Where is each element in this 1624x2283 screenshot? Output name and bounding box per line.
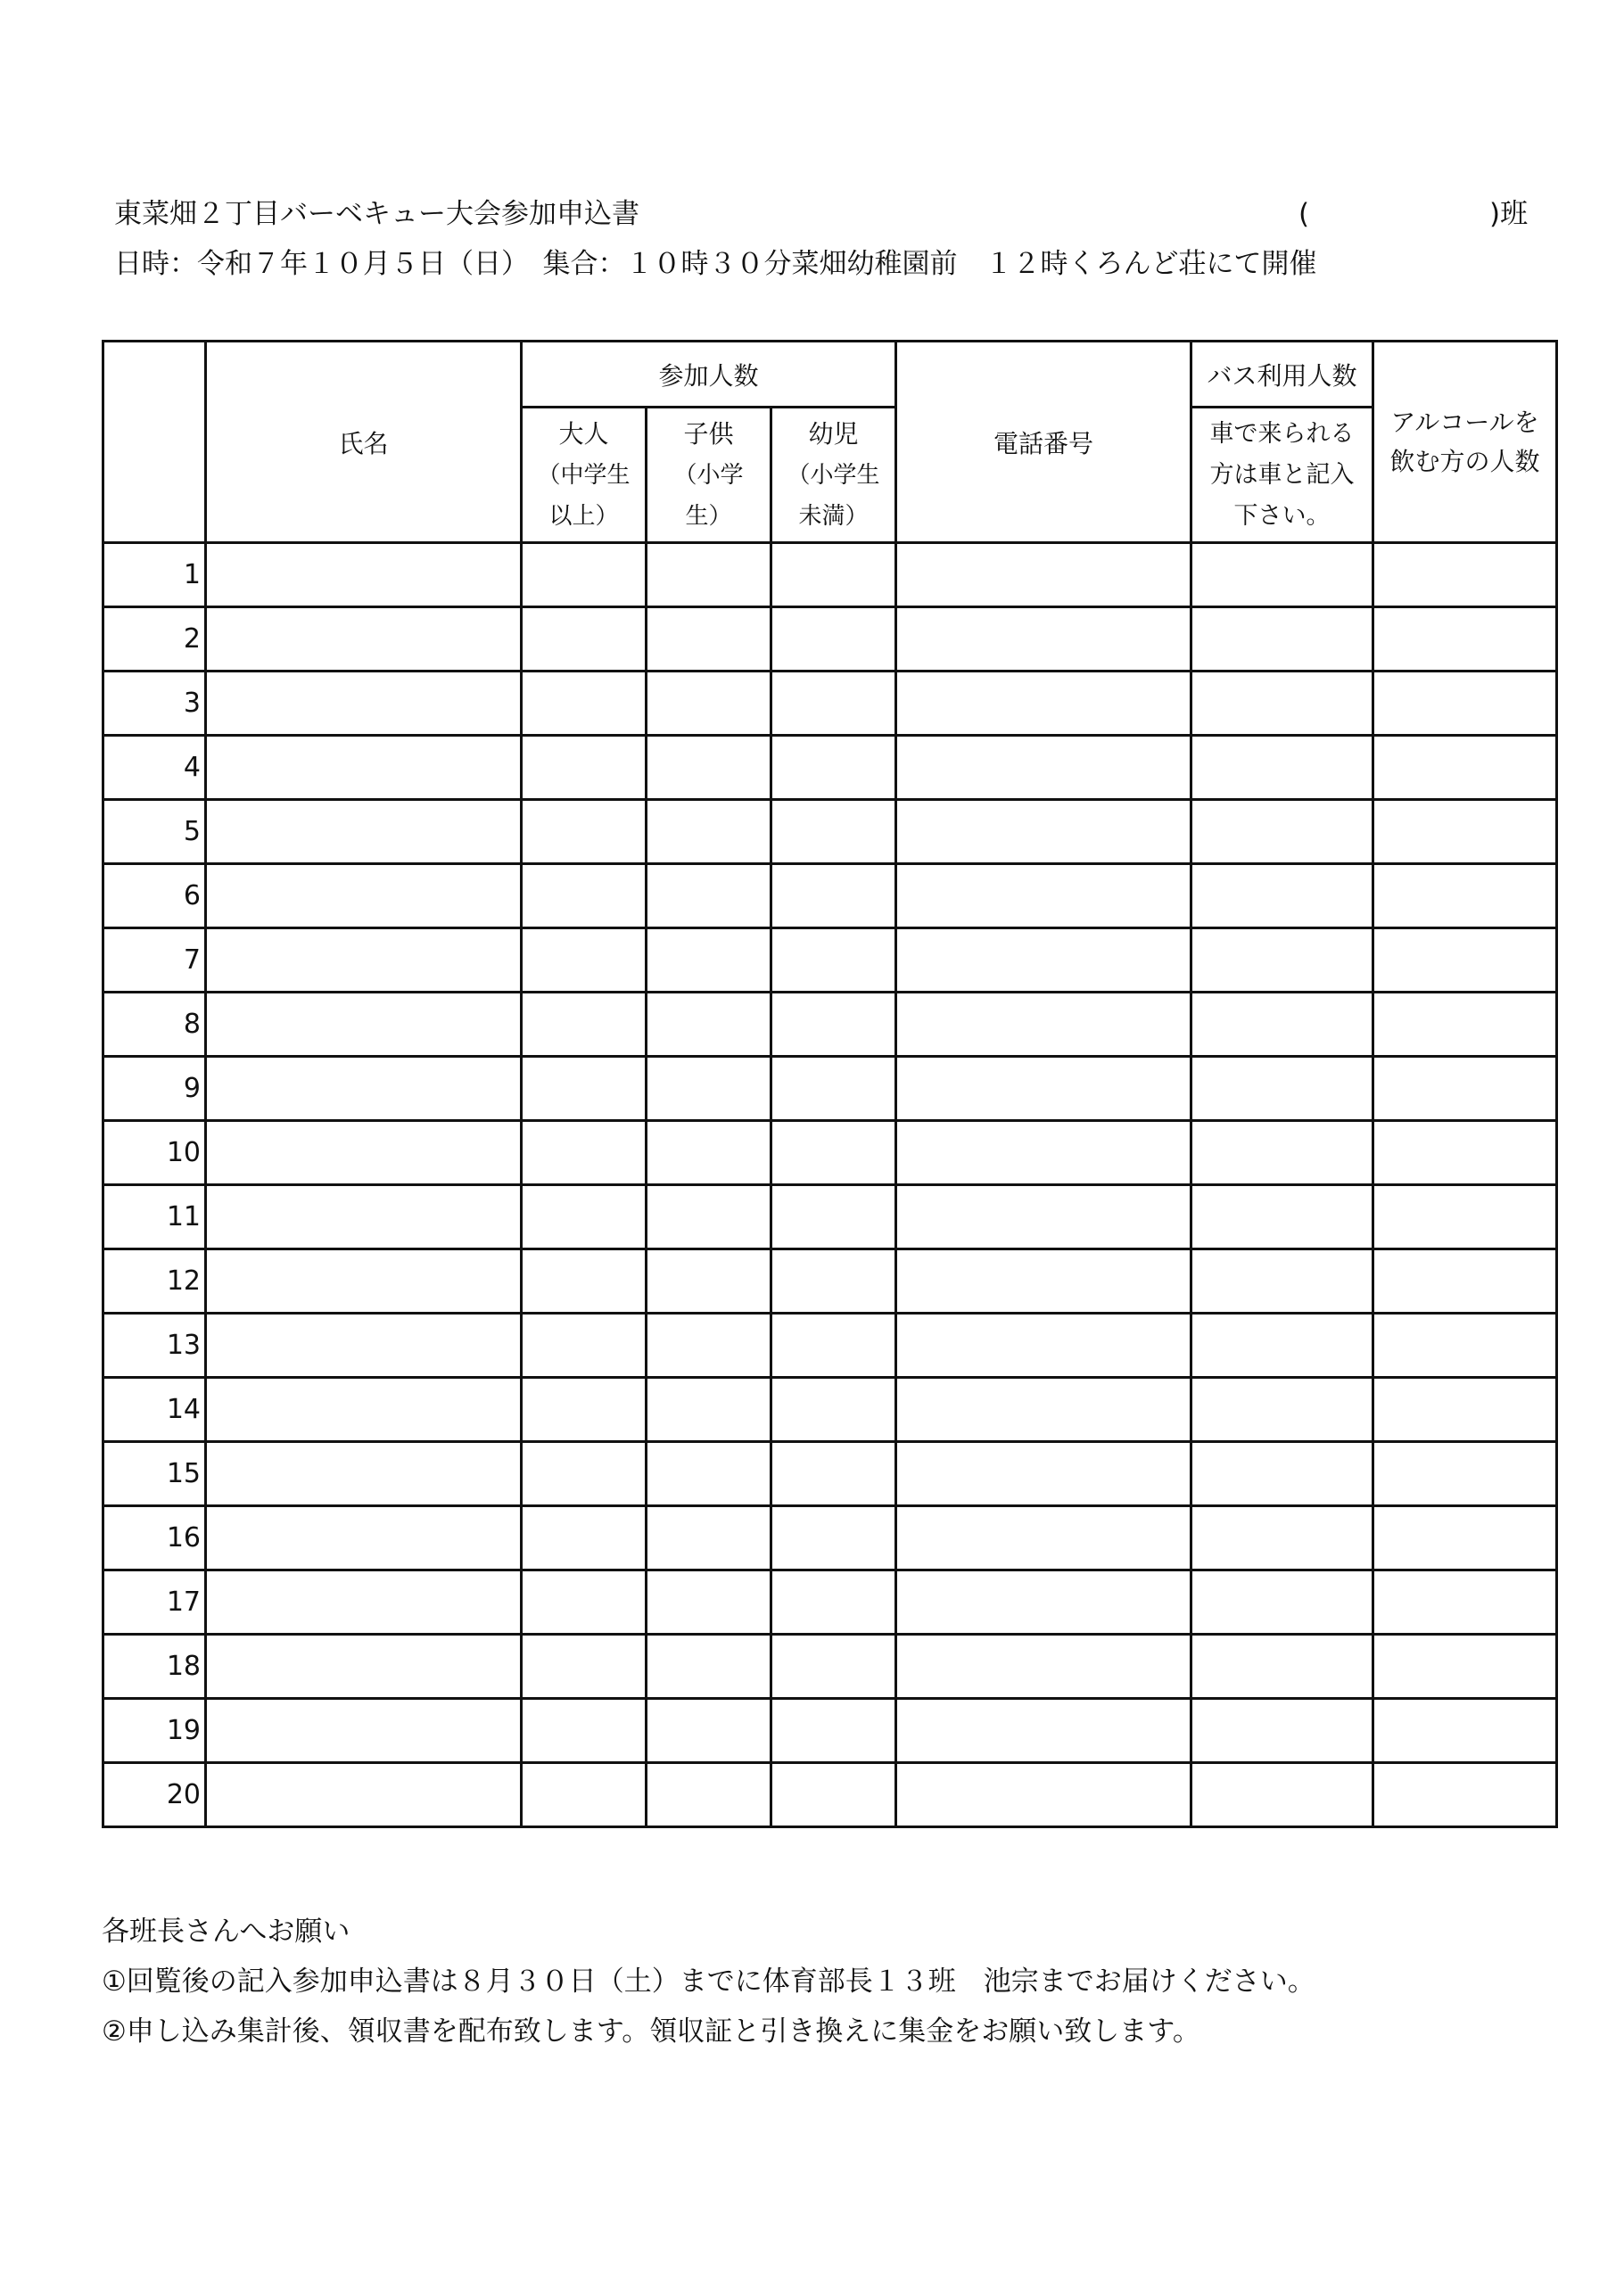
- alcohol-cell[interactable]: [1373, 1057, 1557, 1121]
- table-row: [103, 1121, 1557, 1185]
- row-number: 8: [103, 993, 206, 1057]
- phone-cell[interactable]: [896, 1249, 1191, 1314]
- child-cell[interactable]: [647, 1699, 771, 1763]
- row-number: 9: [103, 1057, 206, 1121]
- bus-header-note-text: 車で来られる方は車と記入下さい。: [1209, 419, 1355, 530]
- child-cell[interactable]: [647, 672, 771, 736]
- infant-cell[interactable]: [771, 607, 896, 672]
- phone-cell[interactable]: [896, 864, 1191, 928]
- alcohol-cell[interactable]: [1373, 1249, 1557, 1314]
- participants-header: 参加人数: [522, 342, 896, 408]
- bus-cell[interactable]: [1191, 1635, 1373, 1699]
- row-number: 5: [103, 800, 206, 864]
- infant-cell[interactable]: [771, 1763, 896, 1827]
- table-row: [103, 1635, 1557, 1699]
- phone-cell[interactable]: [896, 1314, 1191, 1378]
- adult-cell[interactable]: [522, 1635, 647, 1699]
- child-cell[interactable]: [647, 607, 771, 672]
- bus-cell[interactable]: [1191, 1185, 1373, 1249]
- name-cell[interactable]: [206, 1378, 522, 1442]
- phone-cell[interactable]: [896, 607, 1191, 672]
- adult-header-note: （中学生以上）: [537, 461, 631, 530]
- footer-heading: 各班長さんへお願い: [102, 1916, 350, 1948]
- child-cell[interactable]: [647, 1249, 771, 1314]
- phone-cell[interactable]: [896, 928, 1191, 993]
- bus-cell[interactable]: [1191, 1763, 1373, 1827]
- child-cell[interactable]: [647, 1378, 771, 1442]
- name-cell[interactable]: [206, 1699, 522, 1763]
- phone-cell[interactable]: [896, 1185, 1191, 1249]
- infant-cell[interactable]: [771, 993, 896, 1057]
- name-cell[interactable]: [206, 1314, 522, 1378]
- adult-cell[interactable]: [522, 736, 647, 800]
- phone-cell[interactable]: [896, 1057, 1191, 1121]
- phone-cell[interactable]: [896, 1506, 1191, 1570]
- footer-note-receipt: ②申し込み集計後、領収書を配布致します。領収証と引き換えに集金をお願い致します。: [102, 2015, 1200, 2048]
- adult-cell[interactable]: [522, 993, 647, 1057]
- phone-cell[interactable]: [896, 672, 1191, 736]
- adult-cell[interactable]: [522, 607, 647, 672]
- name-header: 氏名: [206, 342, 522, 543]
- bus-cell[interactable]: [1191, 672, 1373, 736]
- alcohol-cell[interactable]: [1373, 1506, 1557, 1570]
- row-number: 11: [103, 1185, 206, 1249]
- child-cell[interactable]: [647, 1442, 771, 1506]
- row-number: 15: [103, 1442, 206, 1506]
- phone-cell[interactable]: [896, 800, 1191, 864]
- bus-cell[interactable]: [1191, 607, 1373, 672]
- name-cell[interactable]: [206, 1185, 522, 1249]
- name-cell[interactable]: [206, 928, 522, 993]
- infant-cell[interactable]: [771, 1442, 896, 1506]
- name-cell[interactable]: [206, 736, 522, 800]
- table-row: [103, 1378, 1557, 1442]
- name-cell[interactable]: [206, 1057, 522, 1121]
- infant-cell[interactable]: [771, 864, 896, 928]
- table-body: [103, 543, 1557, 1827]
- table-row: [103, 1249, 1557, 1314]
- infant-cell[interactable]: [771, 1249, 896, 1314]
- phone-cell[interactable]: [896, 1378, 1191, 1442]
- table-row: [103, 993, 1557, 1057]
- name-cell[interactable]: [206, 1570, 522, 1635]
- row-number: 12: [103, 1249, 206, 1314]
- child-header-label: 子供: [683, 418, 734, 449]
- alcohol-cell[interactable]: [1373, 1185, 1557, 1249]
- table-row: [103, 864, 1557, 928]
- child-cell[interactable]: [647, 1057, 771, 1121]
- table-row: [103, 1057, 1557, 1121]
- table-row: [103, 1442, 1557, 1506]
- adult-header-label: 大人: [558, 418, 609, 449]
- row-number: 16: [103, 1506, 206, 1570]
- table-row: [103, 607, 1557, 672]
- row-number: 13: [103, 1314, 206, 1378]
- name-cell[interactable]: [206, 1249, 522, 1314]
- infant-cell[interactable]: [771, 1699, 896, 1763]
- phone-cell[interactable]: [896, 993, 1191, 1057]
- table-row: [103, 672, 1557, 736]
- bus-cell[interactable]: [1191, 736, 1373, 800]
- name-cell[interactable]: [206, 543, 522, 607]
- row-number: 3: [103, 672, 206, 736]
- infant-header-label: 幼児: [808, 418, 859, 449]
- phone-cell[interactable]: [896, 543, 1191, 607]
- table-row: [103, 1570, 1557, 1635]
- child-cell[interactable]: [647, 736, 771, 800]
- infant-cell[interactable]: [771, 543, 896, 607]
- alcohol-cell[interactable]: [1373, 1570, 1557, 1635]
- child-cell[interactable]: [647, 1506, 771, 1570]
- alcohol-cell[interactable]: [1373, 543, 1557, 607]
- name-cell[interactable]: [206, 672, 522, 736]
- row-number: 2: [103, 607, 206, 672]
- row-number: 10: [103, 1121, 206, 1185]
- row-number: 14: [103, 1378, 206, 1442]
- phone-cell[interactable]: [896, 1570, 1191, 1635]
- row-number: 20: [103, 1763, 206, 1827]
- adult-cell[interactable]: [522, 1699, 647, 1763]
- alcohol-cell[interactable]: [1373, 1763, 1557, 1827]
- child-cell[interactable]: [647, 800, 771, 864]
- bus-cell[interactable]: [1191, 928, 1373, 993]
- child-cell[interactable]: [647, 1570, 771, 1635]
- alcohol-cell[interactable]: [1373, 1442, 1557, 1506]
- child-cell[interactable]: [647, 543, 771, 607]
- event-schedule: 日時：令和７年１０月５日（日） 集合：１０時３０分菜畑幼稚園前 １２時くろんど荘にて開催: [114, 248, 1317, 280]
- bus-cell[interactable]: [1191, 1378, 1373, 1442]
- child-header: [647, 408, 771, 543]
- child-header-note: （小学生）: [673, 461, 744, 530]
- name-cell[interactable]: [206, 1763, 522, 1827]
- table-row: [103, 928, 1557, 993]
- name-cell[interactable]: [206, 1442, 522, 1506]
- child-cell[interactable]: [647, 1121, 771, 1185]
- table-row: [103, 543, 1557, 607]
- infant-cell[interactable]: [771, 1378, 896, 1442]
- row-number: 17: [103, 1570, 206, 1635]
- row-number: 4: [103, 736, 206, 800]
- adult-cell[interactable]: [522, 1570, 647, 1635]
- infant-cell[interactable]: [771, 800, 896, 864]
- adult-cell[interactable]: [522, 1763, 647, 1827]
- adult-cell[interactable]: [522, 928, 647, 993]
- footer-note-deadline: ①回覧後の記入参加申込書は８月３０日（土）までに体育部長１３班 池宗までお届けください。: [102, 1966, 1315, 1998]
- adult-header: [522, 408, 647, 543]
- row-number: 19: [103, 1699, 206, 1763]
- bus-cell[interactable]: [1191, 543, 1373, 607]
- adult-cell[interactable]: [522, 1185, 647, 1249]
- adult-cell[interactable]: [522, 672, 647, 736]
- bus-cell[interactable]: [1191, 1442, 1373, 1506]
- infant-cell[interactable]: [771, 928, 896, 993]
- bus-cell[interactable]: [1191, 993, 1373, 1057]
- alcohol-cell[interactable]: [1373, 1635, 1557, 1699]
- phone-cell[interactable]: [896, 1635, 1191, 1699]
- adult-cell[interactable]: [522, 1506, 647, 1570]
- bus-cell[interactable]: [1191, 864, 1373, 928]
- infant-cell[interactable]: [771, 1570, 896, 1635]
- bus-cell[interactable]: [1191, 1570, 1373, 1635]
- table-row: [103, 1314, 1557, 1378]
- child-cell[interactable]: [647, 1314, 771, 1378]
- alcohol-header-label: アルコールを飲む方の人数: [1389, 407, 1540, 476]
- alcohol-cell[interactable]: [1373, 864, 1557, 928]
- adult-cell[interactable]: [522, 1378, 647, 1442]
- infant-cell[interactable]: [771, 672, 896, 736]
- row-number: 1: [103, 543, 206, 607]
- adult-cell[interactable]: [522, 1442, 647, 1506]
- table-row: [103, 800, 1557, 864]
- bus-cell[interactable]: [1191, 1057, 1373, 1121]
- alcohol-cell[interactable]: [1373, 736, 1557, 800]
- bus-header: バス利用人数: [1191, 342, 1373, 408]
- adult-cell[interactable]: [522, 543, 647, 607]
- infant-cell[interactable]: [771, 1057, 896, 1121]
- name-cell[interactable]: [206, 1506, 522, 1570]
- phone-cell[interactable]: [896, 1763, 1191, 1827]
- row-number: 18: [103, 1635, 206, 1699]
- infant-header-note: （小学生未満）: [787, 461, 880, 530]
- group-field-label: )班: [1489, 198, 1529, 230]
- row-number: 6: [103, 864, 206, 928]
- child-cell[interactable]: [647, 864, 771, 928]
- adult-cell[interactable]: [522, 1121, 647, 1185]
- alcohol-cell[interactable]: [1373, 928, 1557, 993]
- name-cell[interactable]: [206, 864, 522, 928]
- adult-cell[interactable]: [522, 1314, 647, 1378]
- alcohol-cell[interactable]: [1373, 1378, 1557, 1442]
- table-row: [103, 1506, 1557, 1570]
- adult-cell[interactable]: [522, 1057, 647, 1121]
- bus-cell[interactable]: [1191, 800, 1373, 864]
- phone-cell[interactable]: [896, 1442, 1191, 1506]
- adult-cell[interactable]: [522, 1249, 647, 1314]
- alcohol-cell[interactable]: [1373, 1121, 1557, 1185]
- row-number: 7: [103, 928, 206, 993]
- table-row: [103, 1699, 1557, 1763]
- bus-header-note: [1191, 408, 1373, 543]
- alcohol-cell[interactable]: [1373, 1699, 1557, 1763]
- adult-cell[interactable]: [522, 864, 647, 928]
- alcohol-cell[interactable]: [1373, 607, 1557, 672]
- alcohol-cell[interactable]: [1373, 1314, 1557, 1378]
- infant-cell[interactable]: [771, 1121, 896, 1185]
- bus-cell[interactable]: [1191, 1699, 1373, 1763]
- row-number-header: [103, 342, 206, 543]
- infant-cell[interactable]: [771, 1506, 896, 1570]
- table-row: [103, 1763, 1557, 1827]
- name-cell[interactable]: [206, 800, 522, 864]
- name-cell[interactable]: [206, 1121, 522, 1185]
- phone-header: 電話番号: [896, 342, 1191, 543]
- adult-cell[interactable]: [522, 800, 647, 864]
- phone-cell[interactable]: [896, 1121, 1191, 1185]
- infant-cell[interactable]: [771, 1314, 896, 1378]
- alcohol-cell[interactable]: [1373, 993, 1557, 1057]
- infant-cell[interactable]: [771, 1185, 896, 1249]
- bus-cell[interactable]: [1191, 1121, 1373, 1185]
- bus-cell[interactable]: [1191, 1506, 1373, 1570]
- alcohol-cell[interactable]: [1373, 672, 1557, 736]
- child-cell[interactable]: [647, 1635, 771, 1699]
- name-cell[interactable]: [206, 993, 522, 1057]
- phone-cell[interactable]: [896, 1699, 1191, 1763]
- group-field-open: (: [1298, 198, 1310, 230]
- infant-cell[interactable]: [771, 736, 896, 800]
- name-cell[interactable]: [206, 607, 522, 672]
- table-row: [103, 1185, 1557, 1249]
- infant-cell[interactable]: [771, 1635, 896, 1699]
- child-cell[interactable]: [647, 993, 771, 1057]
- form-title: 東菜畑２丁目バーベキュー大会参加申込書: [114, 198, 639, 230]
- application-table: [102, 340, 1558, 1828]
- child-cell[interactable]: [647, 928, 771, 993]
- bus-cell[interactable]: [1191, 1249, 1373, 1314]
- child-cell[interactable]: [647, 1763, 771, 1827]
- table-row: [103, 736, 1557, 800]
- bus-cell[interactable]: [1191, 1314, 1373, 1378]
- child-cell[interactable]: [647, 1185, 771, 1249]
- phone-cell[interactable]: [896, 736, 1191, 800]
- alcohol-cell[interactable]: [1373, 800, 1557, 864]
- alcohol-header: [1373, 342, 1557, 543]
- infant-header: [771, 408, 896, 543]
- name-cell[interactable]: [206, 1635, 522, 1699]
